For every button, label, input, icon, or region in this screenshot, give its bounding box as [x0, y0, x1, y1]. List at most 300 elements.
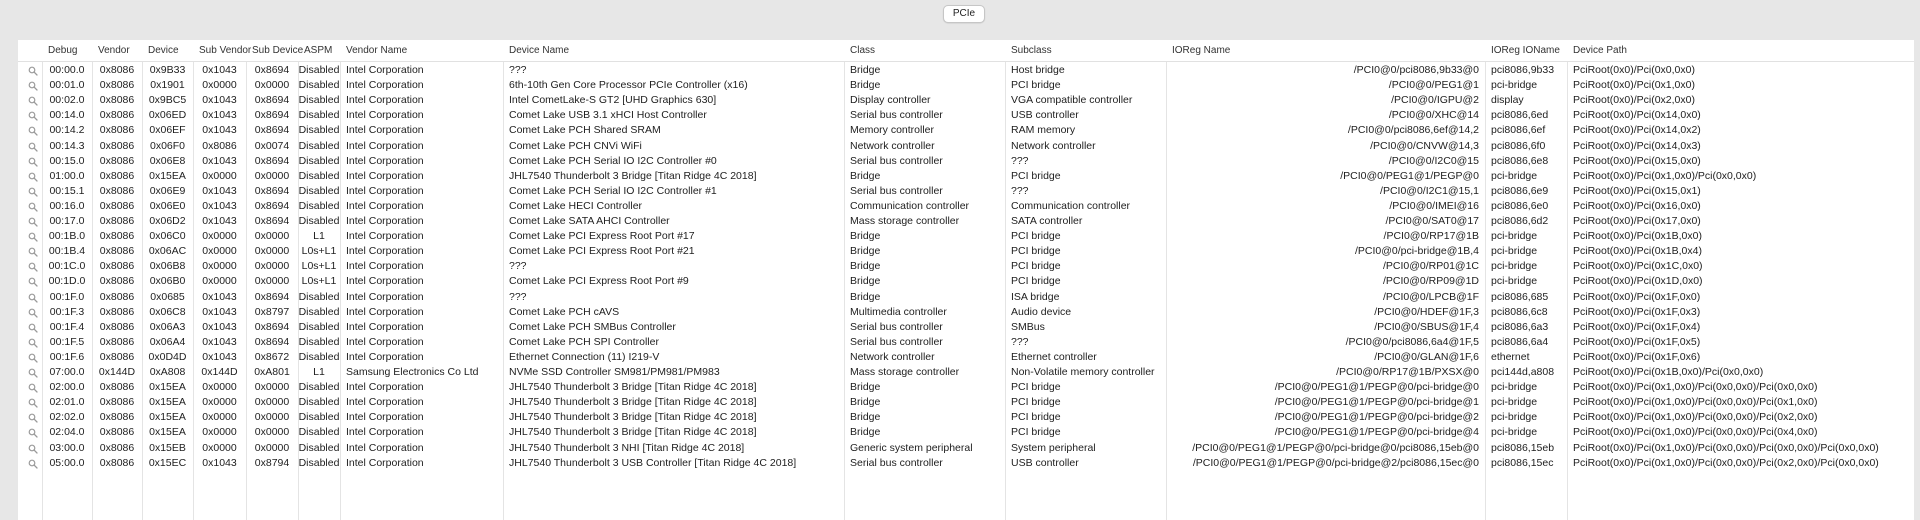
cell-sub-device: 0x8694 — [254, 94, 290, 107]
cell-ioreg-name: /PCI0@0/LPCB@1F — [1382, 290, 1479, 303]
cell-device-path: PciRoot(0x0)/Pci(0x1,0x0) — [1573, 79, 1695, 92]
cell-vendor-name: Intel Corporation — [346, 199, 424, 212]
cell-ioreg-ioname: pci8086,6d2 — [1491, 215, 1549, 227]
cell-sub-device: 0x0000 — [254, 169, 290, 182]
cell-device-name: Comet Lake PCH Serial IO I2C Controller #0 — [509, 154, 717, 167]
cell-device-path: PciRoot(0x0)/Pci(0x1F,0x6) — [1573, 350, 1701, 363]
cell-subclass: PCI bridge — [1011, 230, 1061, 243]
cell-device-path: PciRoot(0x0)/Pci(0x1,0x0)/Pci(0x0,0x0)/Pci(0x2,0x0)/Pci(0x0,0x0) — [1573, 456, 1879, 469]
table-row[interactable] — [18, 169, 1914, 184]
cell-vendor: 0x8086 — [99, 94, 135, 107]
cell-sub-vendor: 0x0000 — [202, 411, 237, 424]
cell-aspm: Disabled — [298, 64, 340, 76]
cell-vendor-name: Intel Corporation — [346, 320, 424, 333]
cell-device: 0x06E9 — [149, 184, 186, 197]
cell-vendor: 0x8086 — [99, 335, 135, 348]
cell-ioreg-ioname: pci-bridge — [1491, 260, 1538, 273]
cell-class: Network controller — [850, 350, 935, 363]
magnifier-icon[interactable] — [28, 262, 38, 272]
cell-ioreg-ioname: pci8086,15eb — [1491, 441, 1555, 454]
cell-debug: 01:00.0 — [49, 169, 85, 182]
cell-debug: 07:00.0 — [49, 366, 85, 378]
cell-vendor-name: Intel Corporation — [346, 184, 424, 197]
cell-sub-vendor: 0x1043 — [202, 64, 237, 76]
cell-class: Bridge — [850, 64, 881, 76]
magnifier-icon[interactable] — [28, 247, 38, 257]
cell-subclass: USB controller — [1011, 109, 1079, 122]
magnifier-icon[interactable] — [28, 338, 38, 348]
table-row[interactable] — [18, 63, 1914, 78]
cell-ioreg-ioname: display — [1491, 94, 1524, 107]
cell-device: 0x06C0 — [149, 230, 186, 243]
cell-vendor: 0x8086 — [99, 215, 135, 227]
cell-ioreg-ioname: pci8086,6e9 — [1491, 184, 1549, 197]
table-row[interactable] — [18, 108, 1914, 123]
cell-device-path: PciRoot(0x0)/Pci(0x14,0x3) — [1573, 139, 1701, 152]
column-header-vendor-name[interactable]: Vendor Name — [346, 45, 408, 56]
cell-ioreg-ioname: pci8086,6a4 — [1491, 335, 1549, 348]
table-row[interactable] — [18, 229, 1914, 244]
magnifier-icon[interactable] — [28, 444, 38, 454]
cell-vendor-name: Intel Corporation — [346, 396, 424, 409]
table-row[interactable] — [18, 441, 1914, 456]
cell-device-path: PciRoot(0x0)/Pci(0x1,0x0)/Pci(0x0,0x0)/Pci(0x0,0x0)/Pci(0x0,0x0) — [1573, 441, 1879, 454]
table-row[interactable] — [18, 93, 1914, 108]
magnifier-icon[interactable] — [28, 368, 38, 378]
cell-aspm: L0s+L1 — [301, 275, 337, 288]
magnifier-icon[interactable] — [28, 217, 38, 227]
cell-vendor: 0x8086 — [99, 381, 135, 394]
column-header-ioreg-ioname[interactable]: IOReg IOName — [1491, 45, 1560, 56]
cell-sub-device: 0x8672 — [254, 350, 290, 363]
cell-vendor: 0x8086 — [99, 199, 135, 212]
cell-aspm: Disabled — [298, 411, 340, 424]
cell-sub-device: 0x0000 — [254, 441, 290, 454]
cell-device: 0x0D4D — [148, 350, 187, 363]
cell-subclass: Communication controller — [1011, 199, 1131, 212]
cell-debug: 00:1F.4 — [49, 320, 85, 333]
cell-class: Generic system peripheral — [850, 441, 973, 454]
magnifier-icon[interactable] — [28, 172, 38, 182]
cell-sub-device: 0x8694 — [254, 335, 290, 348]
cell-class: Serial bus controller — [850, 154, 943, 167]
column-header-action[interactable] — [18, 40, 42, 61]
column-header-vendor[interactable]: Vendor — [98, 45, 130, 56]
cell-vendor-name: Intel Corporation — [346, 335, 424, 348]
cell-ioreg-ioname: pci-bridge — [1491, 230, 1538, 243]
table-row[interactable] — [18, 123, 1914, 138]
cell-device-name: Comet Lake PCH Shared SRAM — [509, 124, 661, 137]
magnifier-icon[interactable] — [28, 142, 38, 152]
cell-sub-vendor: 0x1043 — [202, 350, 237, 363]
cell-aspm: Disabled — [298, 456, 340, 469]
table-row[interactable] — [18, 350, 1914, 365]
tab-pcie[interactable]: PCIe — [943, 5, 985, 23]
cell-class: Bridge — [850, 275, 881, 288]
cell-subclass: System peripheral — [1011, 441, 1096, 454]
cell-aspm: L0s+L1 — [301, 245, 337, 258]
cell-sub-device: 0x8694 — [254, 215, 290, 227]
cell-debug: 00:16.0 — [49, 199, 85, 212]
cell-device-name: JHL7540 Thunderbolt 3 Bridge [Titan Ridge 4C 2018] — [509, 381, 757, 394]
cell-subclass: Ethernet controller — [1011, 350, 1097, 363]
cell-debug: 03:00.0 — [49, 441, 85, 454]
cell-debug: 00:01.0 — [49, 79, 85, 92]
table-row[interactable] — [18, 274, 1914, 289]
cell-device-path: PciRoot(0x0)/Pci(0x1,0x0)/Pci(0x0,0x0)/Pci(0x1,0x0) — [1573, 396, 1818, 409]
cell-ioreg-name: /PCI0@0/XHC@14 — [1388, 109, 1479, 122]
cell-aspm: Disabled — [298, 154, 340, 167]
column-header-class[interactable]: Class — [850, 45, 876, 56]
cell-sub-vendor: 0x1043 — [202, 124, 237, 137]
cell-vendor-name: Intel Corporation — [346, 275, 424, 288]
cell-device-name: JHL7540 Thunderbolt 3 Bridge [Titan Ridge 4C 2018] — [509, 169, 757, 182]
magnifier-icon[interactable] — [28, 66, 38, 76]
cell-sub-device: 0x0000 — [254, 396, 290, 409]
table-row[interactable] — [18, 139, 1914, 154]
table-header — [18, 40, 1914, 62]
cell-vendor: 0x8086 — [99, 396, 135, 409]
magnifier-icon[interactable] — [28, 353, 38, 363]
cell-ioreg-name: /PCI0@0/I2C0@15 — [1388, 154, 1479, 167]
cell-sub-vendor: 0x0000 — [202, 260, 237, 273]
magnifier-icon[interactable] — [28, 157, 38, 167]
column-header-device-path[interactable]: Device Path — [1573, 45, 1627, 56]
cell-aspm: Disabled — [298, 441, 340, 454]
cell-device: 0x15EA — [149, 381, 186, 394]
column-header-sub-vendor[interactable]: Sub Vendor — [199, 45, 252, 56]
cell-vendor-name: Intel Corporation — [346, 215, 424, 227]
cell-vendor-name: Samsung Electronics Co Ltd — [346, 366, 479, 378]
cell-sub-device: 0x8694 — [254, 64, 290, 76]
cell-device-path: PciRoot(0x0)/Pci(0x2,0x0) — [1573, 94, 1695, 107]
cell-sub-device: 0xA801 — [254, 366, 290, 378]
cell-sub-device: 0x0000 — [254, 426, 290, 439]
column-header-device[interactable]: Device — [148, 45, 179, 56]
cell-vendor: 0x8086 — [99, 230, 135, 243]
magnifier-icon[interactable] — [28, 81, 38, 91]
cell-device-path: PciRoot(0x0)/Pci(0x14,0x0) — [1573, 109, 1701, 122]
cell-ioreg-name: /PCI0@0/pci8086,9b33@0 — [1353, 64, 1479, 76]
cell-debug: 00:1F.0 — [49, 290, 85, 303]
cell-ioreg-ioname: pci-bridge — [1491, 275, 1538, 288]
column-header-sub-device[interactable]: Sub Device — [252, 45, 304, 56]
cell-vendor: 0x8086 — [99, 456, 135, 469]
cell-device-name: JHL7540 Thunderbolt 3 USB Controller [Titan Ridge 4C 2018] — [509, 456, 797, 469]
table-row[interactable] — [18, 425, 1914, 440]
cell-sub-vendor: 0x1043 — [202, 215, 237, 227]
table-row[interactable] — [18, 290, 1914, 305]
cell-sub-vendor: 0x0000 — [202, 79, 237, 92]
column-header-device-name[interactable]: Device Name — [509, 45, 570, 56]
cell-class: Serial bus controller — [850, 335, 943, 348]
cell-debug: 02:02.0 — [49, 411, 85, 424]
cell-aspm: Disabled — [298, 320, 340, 333]
cell-vendor-name: Intel Corporation — [346, 441, 424, 454]
magnifier-icon[interactable] — [28, 459, 38, 469]
magnifier-icon[interactable] — [28, 308, 38, 318]
table-row[interactable] — [18, 320, 1914, 335]
cell-vendor: 0x8086 — [99, 64, 135, 76]
cell-device-name: JHL7540 Thunderbolt 3 Bridge [Titan Ridge 4C 2018] — [509, 396, 757, 409]
cell-subclass: SATA controller — [1011, 215, 1083, 227]
cell-subclass: Audio device — [1011, 305, 1072, 318]
cell-class: Serial bus controller — [850, 184, 943, 197]
column-header-subclass[interactable]: Subclass — [1011, 45, 1052, 56]
magnifier-icon[interactable] — [28, 126, 38, 136]
magnifier-icon[interactable] — [28, 383, 38, 393]
cell-ioreg-ioname: pci-bridge — [1491, 245, 1538, 258]
cell-sub-device: 0x0000 — [254, 79, 290, 92]
cell-device-path: PciRoot(0x0)/Pci(0x1F,0x4) — [1573, 320, 1701, 333]
cell-vendor-name: Intel Corporation — [346, 64, 424, 76]
cell-vendor-name: Intel Corporation — [346, 245, 424, 258]
cell-subclass: ??? — [1011, 154, 1029, 167]
table-row[interactable] — [18, 259, 1914, 274]
cell-vendor-name: Intel Corporation — [346, 169, 424, 182]
cell-device-path: PciRoot(0x0)/Pci(0x15,0x1) — [1573, 184, 1701, 197]
table-row[interactable] — [18, 456, 1914, 471]
cell-device: 0x06D2 — [149, 215, 186, 227]
cell-subclass: PCI bridge — [1011, 426, 1061, 439]
cell-vendor: 0x8086 — [99, 350, 135, 363]
cell-class: Bridge — [850, 396, 881, 409]
cell-class: Bridge — [850, 79, 881, 92]
cell-sub-device: 0x0000 — [254, 275, 290, 288]
cell-sub-device: 0x8694 — [254, 199, 290, 212]
cell-ioreg-name: /PCI0@0/PEG1@1/PEGP@0/pci-bridge@1 — [1274, 396, 1479, 409]
column-header-aspm[interactable]: ASPM — [304, 45, 333, 56]
cell-device-path: PciRoot(0x0)/Pci(0x1C,0x0) — [1573, 260, 1703, 273]
cell-ioreg-ioname: pci8086,6ef — [1491, 124, 1546, 137]
cell-aspm: Disabled — [298, 139, 340, 152]
table-row[interactable] — [18, 305, 1914, 320]
cell-aspm: Disabled — [298, 290, 340, 303]
cell-ioreg-ioname: ethernet — [1491, 350, 1530, 363]
cell-device-path: PciRoot(0x0)/Pci(0x16,0x0) — [1573, 199, 1701, 212]
cell-debug: 00:00.0 — [49, 64, 85, 76]
column-header-ioreg-name[interactable]: IOReg Name — [1172, 45, 1231, 56]
table-row[interactable] — [18, 214, 1914, 229]
cell-subclass: PCI bridge — [1011, 381, 1061, 394]
cell-device-path: PciRoot(0x0)/Pci(0x1,0x0)/Pci(0x0,0x0)/Pci(0x2,0x0) — [1573, 411, 1818, 424]
cell-vendor: 0x8086 — [99, 275, 135, 288]
table-row[interactable] — [18, 365, 1914, 380]
cell-ioreg-name: /PCI0@0/RP17@1B — [1383, 230, 1479, 243]
magnifier-icon[interactable] — [28, 187, 38, 197]
table-row[interactable] — [18, 78, 1914, 93]
magnifier-icon[interactable] — [28, 398, 38, 408]
table-row[interactable] — [18, 335, 1914, 350]
cell-device: 0x06E0 — [149, 199, 186, 212]
cell-ioreg-name: /PCI0@0/RP01@1C — [1382, 260, 1479, 273]
cell-ioreg-name: /PCI0@0/PEG1@1/PEGP@0 — [1340, 169, 1479, 182]
cell-vendor-name: Intel Corporation — [346, 124, 424, 137]
cell-device-name: ??? — [509, 260, 527, 273]
cell-ioreg-ioname: pci-bridge — [1491, 396, 1538, 409]
cell-sub-vendor: 0x1043 — [202, 199, 237, 212]
cell-sub-vendor: 0x1043 — [202, 154, 237, 167]
cell-subclass: PCI bridge — [1011, 169, 1061, 182]
cell-device: 0x15EC — [148, 456, 187, 469]
cell-device-name: NVMe SSD Controller SM981/PM981/PM983 — [509, 366, 720, 378]
cell-aspm: L1 — [313, 230, 325, 243]
cell-ioreg-ioname: pci-bridge — [1491, 381, 1538, 394]
cell-sub-vendor: 0x1043 — [202, 94, 237, 107]
cell-debug: 00:1B.0 — [48, 230, 86, 243]
cell-sub-device: 0x0000 — [254, 381, 290, 394]
cell-subclass: RAM memory — [1011, 124, 1076, 137]
cell-subclass: PCI bridge — [1011, 245, 1061, 258]
cell-vendor: 0x8086 — [99, 139, 135, 152]
table-row[interactable] — [18, 380, 1914, 395]
cell-ioreg-ioname: pci-bridge — [1491, 169, 1538, 182]
cell-class: Bridge — [850, 230, 881, 243]
cell-device-path: PciRoot(0x0)/Pci(0x1F,0x5) — [1573, 335, 1701, 348]
cell-debug: 00:02.0 — [49, 94, 85, 107]
table-row[interactable] — [18, 154, 1914, 169]
magnifier-icon[interactable] — [28, 202, 38, 212]
cell-ioreg-name: /PCI0@0/pci8086,6a4@1F,5 — [1345, 335, 1479, 348]
cell-device-name: ??? — [509, 64, 527, 76]
cell-aspm: Disabled — [298, 396, 340, 409]
cell-sub-vendor: 0x0000 — [202, 169, 237, 182]
cell-sub-device: 0x8794 — [254, 456, 290, 469]
magnifier-icon[interactable] — [28, 428, 38, 438]
magnifier-icon[interactable] — [28, 232, 38, 242]
magnifier-icon[interactable] — [28, 293, 38, 303]
cell-subclass: ??? — [1011, 184, 1029, 197]
table-row[interactable] — [18, 395, 1914, 410]
cell-device-name: Comet Lake PCH CNVi WiFi — [509, 139, 642, 152]
cell-class: Mass storage controller — [850, 366, 960, 378]
cell-ioreg-name: /PCI0@0/SBUS@1F,4 — [1374, 320, 1479, 333]
cell-vendor-name: Intel Corporation — [346, 411, 424, 424]
cell-device: 0x06AC — [148, 245, 187, 258]
cell-subclass: PCI bridge — [1011, 396, 1061, 409]
magnifier-icon[interactable] — [28, 277, 38, 287]
cell-device-name: Comet Lake PCH Serial IO I2C Controller #1 — [509, 184, 717, 197]
cell-device-path: PciRoot(0x0)/Pci(0x1B,0x4) — [1573, 245, 1702, 258]
cell-subclass: PCI bridge — [1011, 260, 1061, 273]
magnifier-icon[interactable] — [28, 96, 38, 106]
cell-debug: 00:14.2 — [49, 124, 85, 137]
cell-device: 0xA808 — [149, 366, 186, 378]
cell-ioreg-name: /PCI0@0/GLAN@1F,6 — [1374, 350, 1479, 363]
cell-vendor: 0x8086 — [99, 290, 135, 303]
cell-class: Multimedia controller — [850, 305, 947, 318]
cell-device: 0x06A4 — [149, 335, 186, 348]
cell-device: 0x15EA — [149, 169, 186, 182]
table-row[interactable] — [18, 184, 1914, 199]
cell-vendor-name: Intel Corporation — [346, 456, 424, 469]
cell-sub-vendor: 0x0000 — [202, 396, 237, 409]
cell-sub-device: 0x0000 — [254, 230, 290, 243]
cell-aspm: Disabled — [298, 109, 340, 122]
column-header-debug[interactable]: Debug — [48, 45, 78, 56]
cell-aspm: Disabled — [298, 124, 340, 137]
table-row[interactable] — [18, 244, 1914, 259]
cell-debug: 00:1F.6 — [49, 350, 85, 363]
cell-vendor: 0x8086 — [99, 441, 135, 454]
cell-subclass: Non-Volatile memory controller — [1011, 366, 1155, 378]
cell-class: Bridge — [850, 260, 881, 273]
table-row[interactable] — [18, 410, 1914, 425]
magnifier-icon[interactable] — [28, 323, 38, 333]
cell-debug: 05:00.0 — [49, 456, 85, 469]
cell-ioreg-name: /PCI0@0/HDEF@1F,3 — [1374, 305, 1479, 318]
cell-device: 0x06F0 — [149, 139, 186, 152]
cell-vendor-name: Intel Corporation — [346, 154, 424, 167]
cell-ioreg-name: /PCI0@0/pci8086,6ef@14,2 — [1347, 124, 1479, 137]
cell-device-path: PciRoot(0x0)/Pci(0x1D,0x0) — [1573, 275, 1703, 288]
cell-device-name: Comet Lake PCH cAVS — [509, 305, 620, 318]
cell-ioreg-ioname: pci8086,6e8 — [1491, 154, 1549, 167]
cell-ioreg-name: /PCI0@0/PEG1@1/PEGP@0/pci-bridge@4 — [1274, 426, 1479, 439]
cell-vendor-name: Intel Corporation — [346, 94, 424, 107]
cell-device: 0x9BC5 — [148, 94, 187, 107]
toolbar — [0, 0, 1920, 28]
cell-device-name: Comet Lake PCH SPI Controller — [509, 335, 659, 348]
magnifier-icon[interactable] — [28, 111, 38, 121]
cell-aspm: Disabled — [298, 305, 340, 318]
cell-debug: 00:15.1 — [49, 184, 85, 197]
cell-device: 0x0685 — [150, 290, 185, 303]
cell-sub-vendor: 0x0000 — [202, 230, 237, 243]
cell-aspm: L1 — [313, 366, 325, 378]
cell-debug: 02:04.0 — [49, 426, 85, 439]
cell-vendor-name: Intel Corporation — [346, 290, 424, 303]
cell-device-name: Comet Lake PCI Express Root Port #17 — [509, 230, 695, 243]
cell-ioreg-name: /PCI0@0/pci-bridge@1B,4 — [1354, 245, 1479, 258]
cell-ioreg-name: /PCI0@0/SAT0@17 — [1385, 215, 1479, 227]
cell-device-path: PciRoot(0x0)/Pci(0x0,0x0) — [1573, 64, 1695, 76]
cell-sub-device: 0x8694 — [254, 290, 290, 303]
cell-sub-vendor: 0x0000 — [202, 381, 237, 394]
cell-vendor: 0x8086 — [99, 109, 135, 122]
magnifier-icon[interactable] — [28, 413, 38, 423]
cell-sub-vendor: 0x144D — [201, 366, 238, 378]
cell-subclass: Network controller — [1011, 139, 1096, 152]
cell-sub-device: 0x8694 — [254, 320, 290, 333]
cell-debug: 00:1D.0 — [48, 275, 86, 288]
cell-ioreg-name: /PCI0@0/PEG1@1/PEGP@0/pci-bridge@0/pci8086,15eb@0 — [1192, 441, 1479, 454]
cell-sub-device: 0x8694 — [254, 124, 290, 137]
cell-class: Communication controller — [850, 199, 970, 212]
cell-device-path: PciRoot(0x0)/Pci(0x14,0x2) — [1573, 124, 1701, 137]
cell-ioreg-ioname: pci8086,6e0 — [1491, 199, 1549, 212]
cell-class: Mass storage controller — [850, 215, 960, 227]
cell-class: Network controller — [850, 139, 935, 152]
cell-sub-vendor: 0x1043 — [202, 184, 237, 197]
table-row[interactable] — [18, 199, 1914, 214]
cell-aspm: Disabled — [298, 426, 340, 439]
cell-device: 0x06A3 — [149, 320, 186, 333]
cell-ioreg-ioname: pci8086,6f0 — [1491, 139, 1546, 152]
cell-ioreg-ioname: pci8086,685 — [1491, 290, 1549, 303]
cell-ioreg-name: /PCI0@0/PEG1@1/PEGP@0/pci-bridge@0 — [1274, 381, 1479, 394]
cell-vendor: 0x8086 — [99, 305, 135, 318]
cell-ioreg-ioname: pci-bridge — [1491, 79, 1538, 92]
cell-ioreg-name: /PCI0@0/IMEI@16 — [1389, 199, 1479, 212]
cell-aspm: Disabled — [298, 169, 340, 182]
cell-vendor: 0x8086 — [99, 169, 135, 182]
cell-subclass: Host bridge — [1011, 64, 1065, 76]
cell-device: 0x1901 — [150, 79, 185, 92]
cell-device-name: JHL7540 Thunderbolt 3 NHI [Titan Ridge 4C 2018] — [509, 441, 745, 454]
cell-ioreg-ioname: pci8086,6ed — [1491, 109, 1549, 122]
cell-device-name: Comet Lake PCI Express Root Port #21 — [509, 245, 695, 258]
